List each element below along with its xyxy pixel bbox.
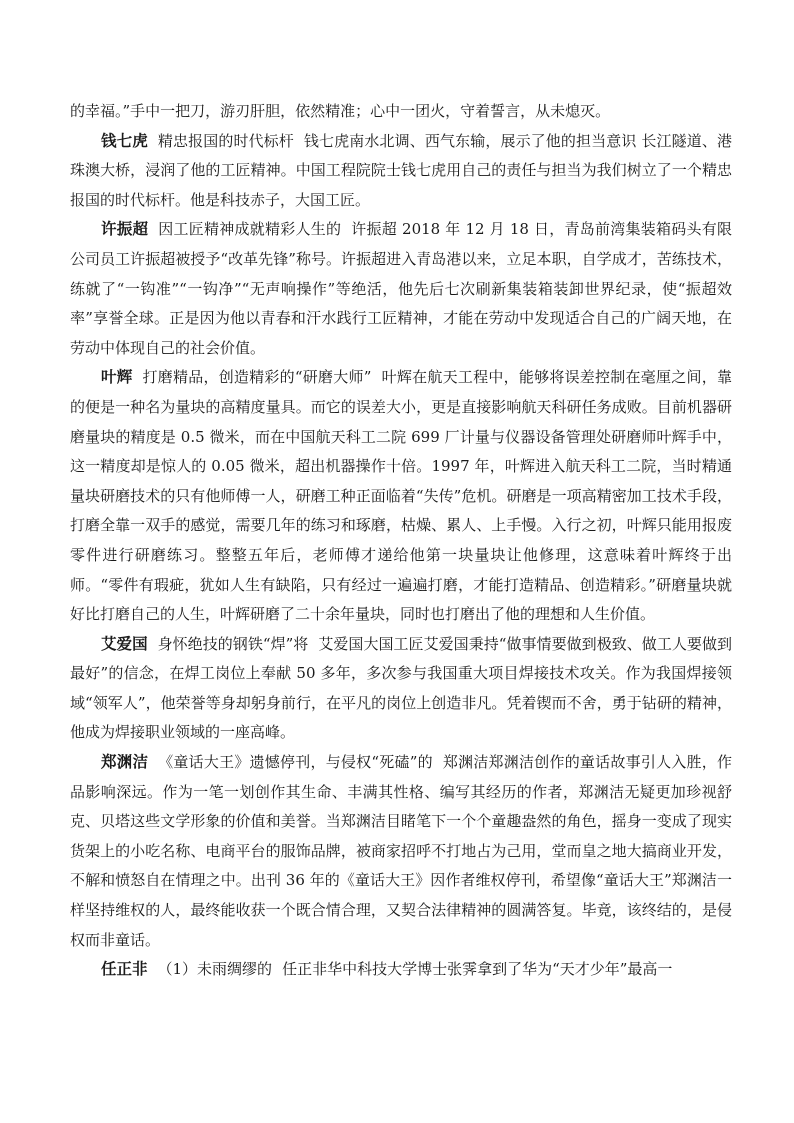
- person-name: 钱七虎: [101, 131, 148, 150]
- person-name: 任正非: [101, 960, 148, 979]
- person-name: 叶辉: [101, 368, 133, 387]
- paragraph-zheng-yuanjie: [70, 748, 732, 955]
- paragraph-heading: 身怀绝技的钢铁“焊”将: [157, 634, 309, 653]
- paragraph-text: 钱七虎南水北调、西气东输，展示了他的担当意识 长江隧道、港珠澳大桥，浸润了他的工匠精神。中国工程院院士钱七虎用自己的责任与担当为我们树立了一个精忠报国的时代标杆。他是科技赤子，大国工匠。: [70, 131, 732, 209]
- paragraph-text: 艾爱国大国工匠艾爱国秉持“做事情要做到极致、做工人要做到最好”的信念，在焊工岗位上奉献 50 多年，多次参与我国重大项目焊接技术攻关。作为我国焊接领域“领军人”，他荣誉等身却躬身前行，在平凡的岗位上创造非凡。凭着锲而不舍，勇于钻研的精神，他成为焊接职业领域的一座高峰。: [70, 634, 732, 742]
- paragraph-text: 的幸福。”手中一把刀，游刃肝胆，依然精准；心中一团火，守着誓言，从未熄灭。: [70, 102, 611, 120]
- paragraph-text: 郑渊洁郑渊洁创作的童话故事引人入胜，作品影响深远。作为一笔一划创作其生命、丰满其性格、编写其经历的作者，郑渊洁无疑更加珍视舒克、贝塔这些文学形象的价值和美誉。当郑渊洁目睹笔下一个个童趣盎然的角色，摇身一变成了现实货架上的小吃名称、电商平台的服饰品牌，被商家招呼不打地占为己用，堂而皇之地大搞商业开发，不解和愤怒自在情理之中。出刊 36 年的《童话大王》因作者维权停刊，希望像“童话大王”郑渊洁一样坚持维权的人，最终能收获一个既合情合理，又契合法律精神的圆满答复。毕竟，该终结的，是侵权而非童话。: [70, 753, 732, 949]
- paragraph-text: 许振超 2018 年 12 月 18 日，青岛前湾集装箱码头有限公司员工许振超被授予“改革先锋”称号。许振超进入青岛港以来，立足本职，自学成才，苦练技术，练就了“一钩准”“一钩净”“无声响操作”等绝活，他先后七次刷新集装箱装卸世界纪录，使“振超效率”享誉全球。正是因为他以青春和汗水践行工匠精神，才能在劳动中发现适合自己的广阔天地，在劳动中体现自己的社会价值。: [70, 220, 732, 357]
- paragraph-heading: （1）未雨绸缪的: [157, 960, 273, 979]
- document-page: [70, 97, 732, 985]
- paragraph-heading: 因工匠精神成就精彩人生的: [158, 220, 342, 239]
- person-name: 郑渊洁: [101, 753, 149, 772]
- paragraph-xu-zhenchao: [70, 215, 732, 363]
- paragraph-text: 任正非华中科技大学博士张霁拿到了华为“天才少年”最高一: [282, 960, 673, 979]
- paragraph-heading: 《童话大王》遗憾停刊，与侵权“死磕”的: [158, 753, 433, 772]
- paragraph-qian-qihu: [70, 127, 732, 216]
- person-name: 艾爱国: [101, 634, 148, 653]
- paragraph-heading: 精忠报国的时代标杆: [157, 131, 294, 150]
- paragraph-ai-aiguo: [70, 630, 732, 748]
- paragraph-ye-hui: [70, 363, 732, 629]
- person-name: 许振超: [101, 220, 149, 239]
- paragraph-ren-zhengfei: [70, 955, 732, 985]
- paragraph-heading: 打磨精品，创造精彩的“研磨大师”: [142, 368, 372, 387]
- paragraph-continuation: [70, 97, 732, 127]
- paragraph-text: 叶辉在航天工程中，能够将误差控制在毫厘之间，靠的便是一种名为量块的高精度量具。而它的误差大小，更是直接影响航天科研任务成败。目前机器研磨量块的精度是 0.5 微米，而在中国航天科工二院 699 厂计量与仪器设备管理处研磨师叶辉手中，这一精度却是惊人的 0.05 微米，超出机器操作十倍。1997 年，叶辉进入航天科工二院，当时精通量块研磨技术的只有他师傅一人，研磨工种正面临着“失传”危机。研磨是一项高精密加工技术手段，打磨全靠一双手的感觉，需要几年的练习和琢磨，枯燥、累人、上手慢。入行之初，叶辉只能用报废零件进行研磨练习。整整五年后，老师傅才递给他第一块量块让他修理，这意味着叶辉终于出师。“零件有瑕疵，犹如人生有缺陷，只有经过一遍遍打磨，才能打造精品、创造精彩。”研磨量块就好比打磨自己的人生，叶辉研磨了二十余年量块，同时也打磨出了他的理想和人生价值。: [70, 368, 732, 624]
